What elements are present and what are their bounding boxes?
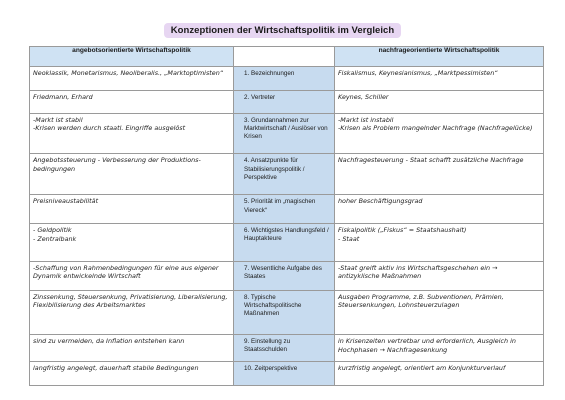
supply-side-cell: sind zu vermeiden, da Inflation entstehen kann <box>30 334 234 361</box>
page-title: Konzeptionen der Wirtschaftspolitik im Vergleich <box>164 23 402 38</box>
table-row <box>30 361 544 385</box>
table-row <box>30 67 544 91</box>
header-supply-side: angebotsorientierte Wirtschaftspolitik <box>30 47 234 67</box>
criterion-cell: 4. Ansatzpunkte für Stabilisierungspolitik / Perspektive <box>234 154 335 195</box>
criterion-cell: 1. Bezeichnungen <box>234 67 335 91</box>
header-row <box>30 47 544 67</box>
supply-side-cell: Angebotssteuerung - Verbesserung der Produktions-bedingungen <box>30 154 234 195</box>
title-wrapper <box>0 20 565 38</box>
demand-side-cell: hoher Beschäftigungsgrad <box>335 195 544 224</box>
supply-side-cell: -Markt ist stabil -Krisen werden durch staatl. Eingriffe ausgelöst <box>30 113 234 154</box>
criterion-cell: 10. Zeitperspektive <box>234 361 335 385</box>
table-row <box>30 261 544 290</box>
criterion-cell: 6. Wichtigstes Handlungsfeld / Hauptakteure <box>234 224 335 262</box>
demand-side-cell: Ausgaben Programme, z.B. Subventionen, Prämien, Steuersenkungen, Lohnsteuerzulagen <box>335 290 544 334</box>
criterion-cell: 2. Vertreter <box>234 91 335 113</box>
demand-side-cell: in Krisenzeiten vertretbar und erforderlich, Ausgleich in Hochphasen → Nachfragesenkung <box>335 334 544 361</box>
table-row <box>30 113 544 154</box>
demand-side-cell: -Markt ist instabil -Krisen als Problem mangelnder Nachfrage (Nachfragelücke) <box>335 113 544 154</box>
criterion-cell: 5. Priorität im „magischen Viereck“ <box>234 195 335 224</box>
criterion-cell: 7. Wesentliche Aufgabe des Staates <box>234 261 335 290</box>
table-row <box>30 91 544 113</box>
demand-side-cell: kurzfristig angelegt, orientiert am Konjunkturverlauf <box>335 361 544 385</box>
criterion-cell: 8. Typische Wirtschaftspolitische Maßnahmen <box>234 290 335 334</box>
criterion-cell: 3. Grundannahmen zur Marktwirtschaft / Auslöser von Krisen <box>234 113 335 154</box>
demand-side-cell: -Staat greift aktiv ins Wirtschaftsgeschehen ein → antizyklische Maßnahmen <box>335 261 544 290</box>
demand-side-cell: Keynes, Schiller <box>335 91 544 113</box>
demand-side-cell: Nachfragesteuerung - Staat schafft zusätzliche Nachfrage <box>335 154 544 195</box>
table-row <box>30 224 544 262</box>
header-demand-side: nachfrageorientierte Wirtschaftspolitik <box>335 47 544 67</box>
table-row <box>30 290 544 334</box>
supply-side-cell: - Geldpolitik - Zentralbank <box>30 224 234 262</box>
table-row <box>30 334 544 361</box>
supply-side-cell: langfristig angelegt, dauerhaft stabile Bedingungen <box>30 361 234 385</box>
supply-side-cell: Neoklassik, Monetarismus, Neoliberalis., „Marktoptimisten“ <box>30 67 234 91</box>
demand-side-cell: Fiskalismus, Keynesianismus, „Marktpessimisten“ <box>335 67 544 91</box>
comparison-table <box>29 46 544 386</box>
supply-side-cell: Zinssenkung, Steuersenkung, Privatisierung, Liberalisierung, Flexibilisierung des Arbeitsmarktes <box>30 290 234 334</box>
header-criteria <box>234 47 335 67</box>
supply-side-cell: -Schaffung von Rahmenbedingungen für eine aus eigener Dynamik entwickelnde Wirtschaft <box>30 261 234 290</box>
table-row <box>30 154 544 195</box>
demand-side-cell: Fiskalpolitik („Fiskus“ = Staatshaushalt) - Staat <box>335 224 544 262</box>
supply-side-cell: Preisniveaustabilität <box>30 195 234 224</box>
criterion-cell: 9. Einstellung zu Staatsschulden <box>234 334 335 361</box>
supply-side-cell: Friedmann, Erhard <box>30 91 234 113</box>
table-row <box>30 195 544 224</box>
